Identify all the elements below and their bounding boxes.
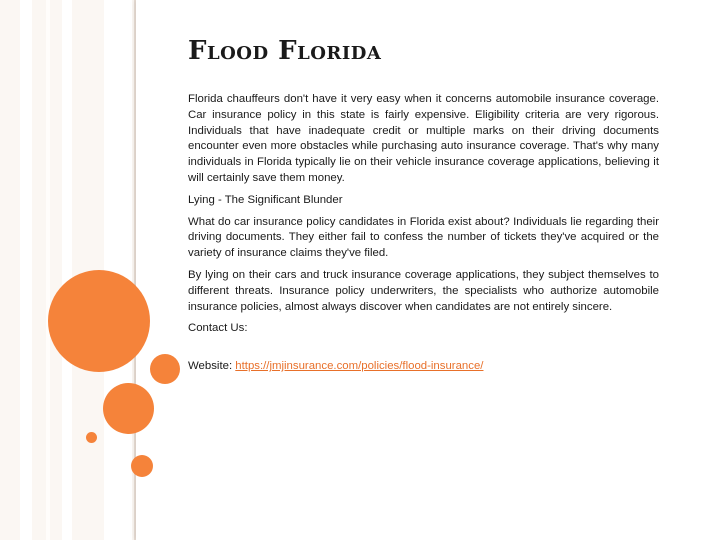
spacer [188, 343, 659, 359]
slide-content [188, 36, 659, 381]
paragraph-risks: By lying on their cars and truck insurance coverage applications, they subject themselves to different threats. Insurance policy underwriters, the specialists who authorize automobile insurance policies, almost always discover when candidates are not entirely sincere. [188, 268, 659, 313]
paragraph-lying: What do car insurance policy candidates in Florida exist about? Individuals lie regarding their driving documents. They either fail to confess the number of tickets they've acquired or the variety of insurance claims they've filed. [188, 215, 659, 260]
paragraph-intro: Florida chauffeurs don't have it very easy when it concerns automobile insurance coverage. Car insurance policy in this state is fairly expensive. Eligibility criteria are very rigorous. Individuals that have inadequate credit or multiple marks on their driving documents encounter even more obstacles while purchasing auto insurance coverage. That's why many individuals in Florida typically lie on their vehicle insurance coverage applications, believing it will certainly save them money. [188, 93, 659, 184]
website-label: Website: [188, 360, 236, 373]
decorative-circle-medium [103, 383, 154, 434]
background-stripe [46, 0, 50, 540]
decorative-circle-tiny [86, 432, 97, 443]
decorative-circle-small [131, 455, 153, 477]
background-stripe [62, 0, 72, 540]
slide-title: Flood Florida [188, 36, 382, 66]
decorative-circle-small [150, 354, 180, 384]
contact-label: Contact Us: [188, 322, 248, 335]
website-line [188, 359, 659, 375]
background-stripe [20, 0, 32, 540]
subheading: Lying - The Significant Blunder [188, 193, 343, 206]
decorative-circle-large [48, 270, 150, 372]
website-link[interactable]: https://jmjinsurance.com/policies/flood-insurance/ [235, 360, 484, 373]
